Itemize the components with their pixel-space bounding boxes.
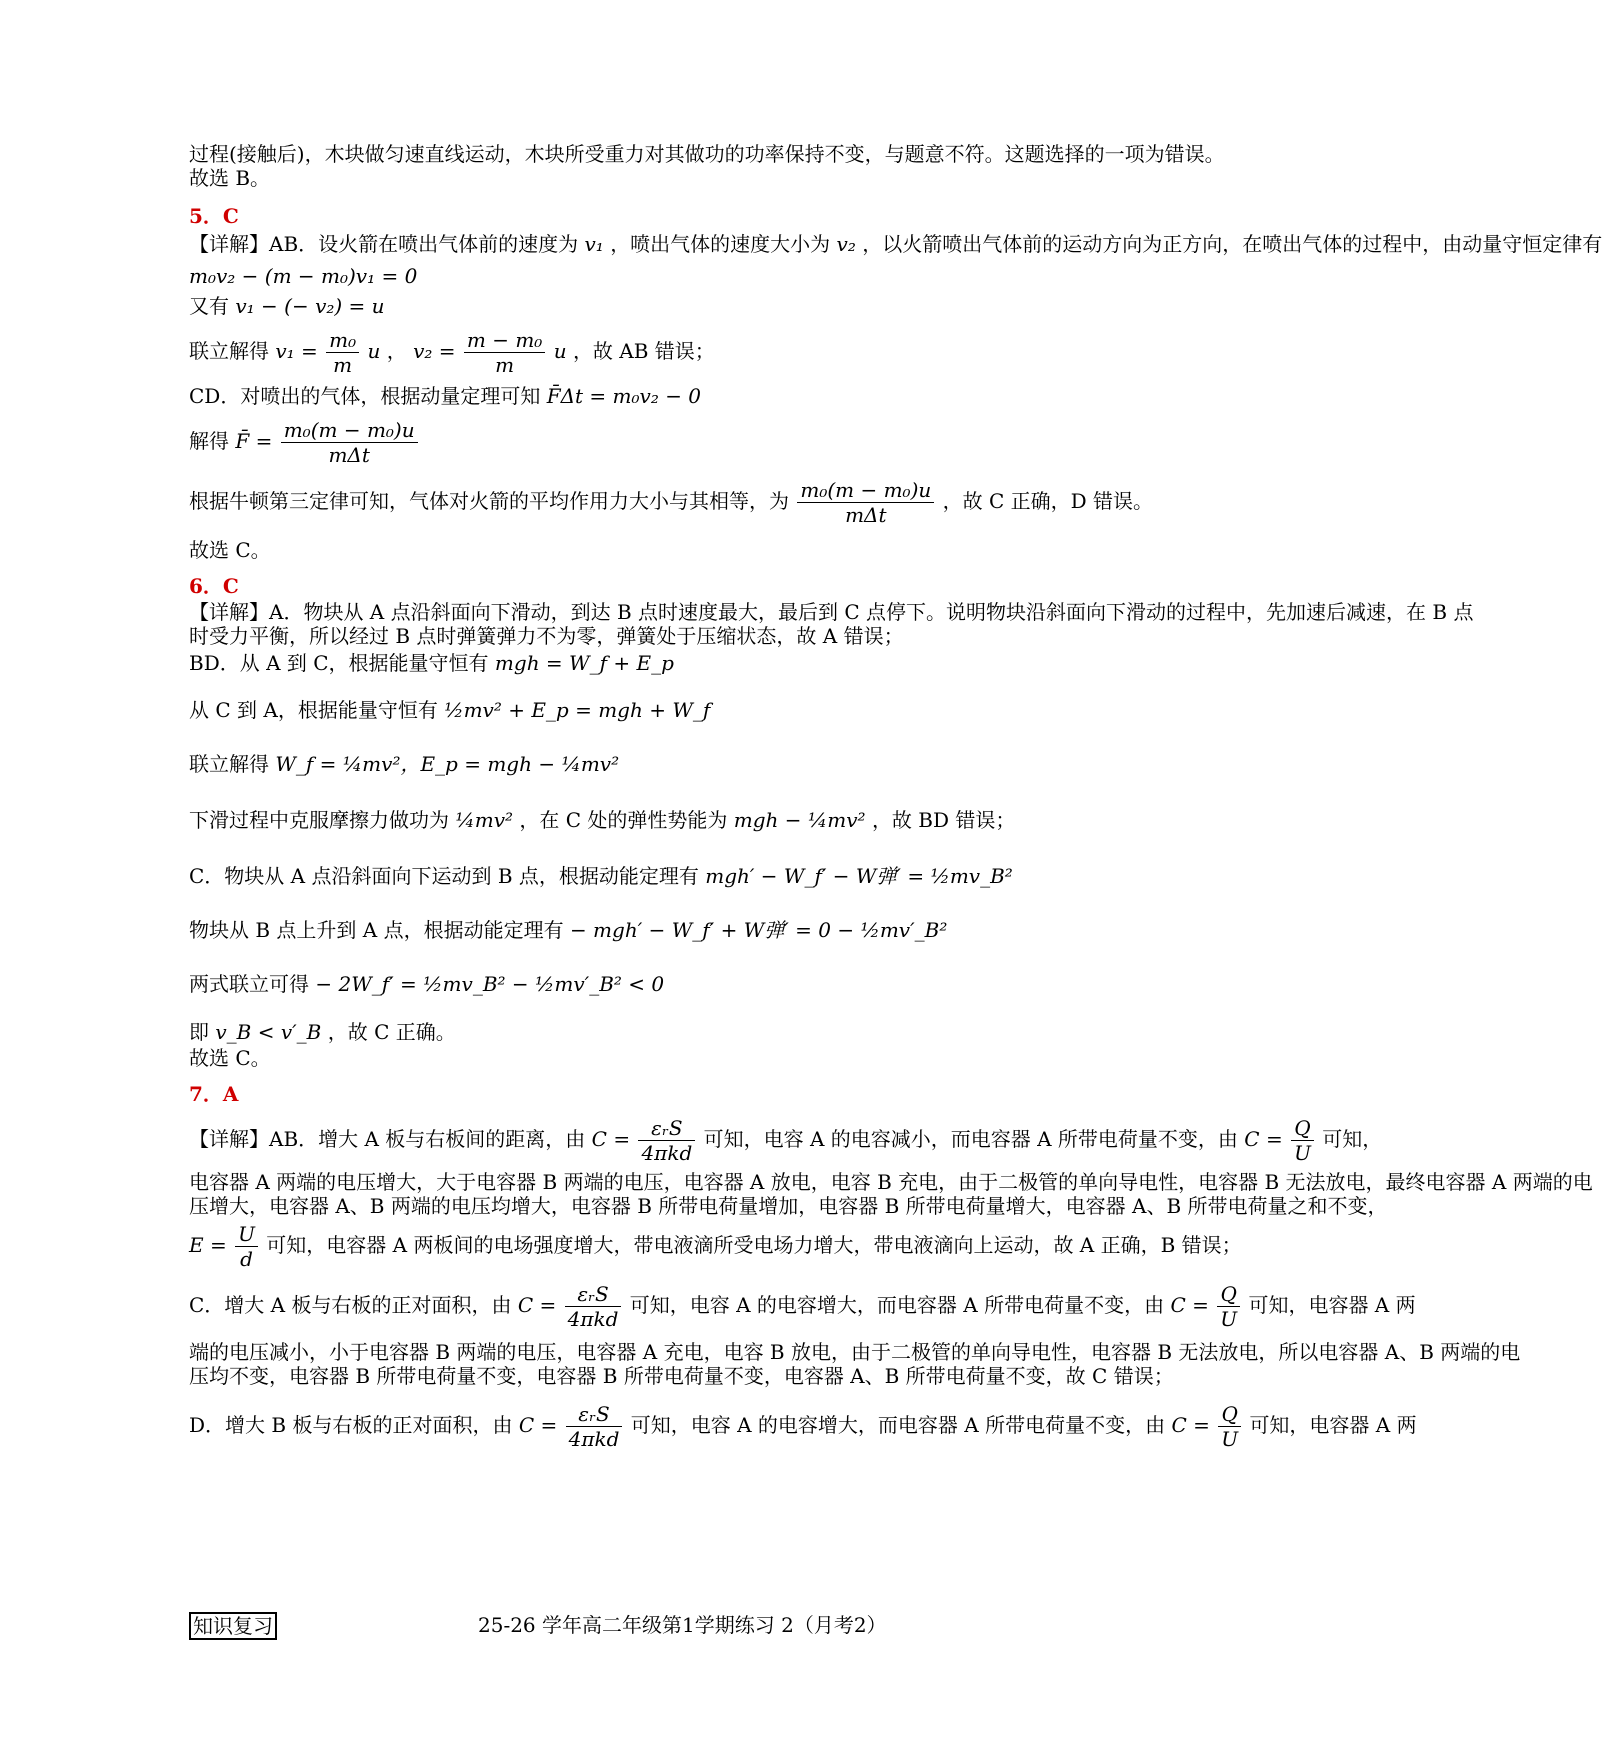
math-symbol: ¼mv² xyxy=(455,808,514,832)
text-line xyxy=(189,232,1602,256)
text-span: 可知，电容 A 的电容增大，而电容器 A 所带电荷量不变，由 xyxy=(630,1413,1166,1437)
text-span: BD．从 A 到 C，根据能量守恒有 xyxy=(189,651,489,675)
text-line xyxy=(189,808,1015,832)
fraction-denominator: mΔt xyxy=(845,503,887,527)
question-heading: 7．A xyxy=(189,1082,239,1106)
fraction-numerator: εᵣS xyxy=(638,1116,695,1141)
footer-page-info: 25-26 学年高二年级第1学期练习 2（月考2） xyxy=(478,1613,887,1637)
fraction-denominator: m xyxy=(495,353,515,377)
fraction-numerator: U xyxy=(235,1222,258,1247)
math-symbol: C = xyxy=(1171,1413,1210,1437)
text-line: 电容器 A 两端的电压增大，大于电容器 B 两端的电压，电容器 A 放电，电容 B 充电，由于二极管的单向导电性，电容器 B 无法放电，最终电容器 A 两端的电 xyxy=(189,1170,1593,1194)
text-span: 又有 xyxy=(189,294,229,318)
math-symbol: v₁ = xyxy=(275,339,318,363)
text-line xyxy=(189,698,710,722)
equation: F̄Δt = m₀v₂ − 0 xyxy=(546,384,702,408)
math-symbol: u xyxy=(553,339,567,363)
text-line: 【详解】A．物块从 A 点沿斜面向下滑动，到达 B 点时速度最大，最后到 C 点停下。说明物块沿斜面向下滑动的过程中，先加速后减速，在 B 点 xyxy=(189,600,1474,624)
text-span: 可知，电容 A 的电容减小，而电容器 A 所带电荷量不变，由 xyxy=(703,1127,1238,1151)
text-line xyxy=(189,864,1013,888)
fraction-denominator: U xyxy=(1221,1427,1239,1451)
fraction xyxy=(1217,1282,1240,1331)
fraction xyxy=(1291,1116,1314,1165)
text-span: ，以火箭喷出气体前的运动方向为正方向，在喷出气体的过程中，由动量守恒定律有 xyxy=(862,232,1602,256)
text-line: 故选 C。 xyxy=(189,1046,271,1070)
fraction xyxy=(565,1282,622,1331)
fraction-denominator: mΔt xyxy=(328,443,370,467)
text-span: 【详解】AB．设火箭在喷出气体前的速度为 xyxy=(189,232,579,256)
equation: m₀v₂ − (m − m₀)v₁ = 0 xyxy=(189,264,418,288)
text-line: 压增大，电容器 A、B 两端的电压均增大，电容器 B 所带电荷量增加，电容器 B 所带电荷量增大，电容器 A、B 所带电荷量之和不变， xyxy=(189,1194,1388,1218)
text-line xyxy=(189,1020,456,1044)
text-line xyxy=(189,478,1153,527)
fraction xyxy=(235,1222,258,1271)
text-span: C．增大 A 板与右板的正对面积，由 xyxy=(189,1293,512,1317)
fraction xyxy=(281,418,418,467)
fraction-numerator: m₀(m − m₀)u xyxy=(797,478,934,503)
text-line xyxy=(189,418,420,467)
text-span: ，故 BD 错误； xyxy=(871,808,1016,832)
fraction-denominator: 4πkd xyxy=(567,1307,619,1331)
text-span: ，故 AB 错误； xyxy=(572,339,715,363)
fraction-denominator: d xyxy=(240,1247,253,1271)
text-span: 可知，电容器 A 两 xyxy=(1248,1293,1416,1317)
fraction-denominator: 4πkd xyxy=(641,1141,693,1165)
math-symbol: u xyxy=(367,339,381,363)
text-span: C．物块从 A 点沿斜面向下运动到 B 点，根据动能定理有 xyxy=(189,864,699,888)
text-span: ，故 C 正确。 xyxy=(327,1020,456,1044)
text-span: 联立解得 xyxy=(189,752,269,776)
text-line: 时受力平衡，所以经过 B 点时弹簧弹力不为零，弹簧处于压缩状态，故 A 错误； xyxy=(189,624,904,648)
text-span: ，故 C 正确，D 错误。 xyxy=(942,489,1154,513)
text-span: 即 xyxy=(189,1020,209,1044)
text-span: 可知，电容器 A 两 xyxy=(1249,1413,1417,1437)
fraction-denominator: U xyxy=(1220,1307,1238,1331)
fraction xyxy=(464,328,545,377)
equation: − mgh′ − W_f′ + W弹′ = 0 − ½mv′_B² xyxy=(569,918,948,942)
text-line: 过程(接触后)，木块做匀速直线运动，木块所受重力对其做功的功率保持不变，与题意不符。这题选择的一项为错误。 xyxy=(189,142,1225,166)
math-symbol: C = xyxy=(517,1293,557,1317)
text-line xyxy=(189,651,674,675)
text-span: ，喷出气体的速度大小为 xyxy=(610,232,831,256)
fraction-numerator: m₀ xyxy=(326,328,359,353)
text-line: 压均不变，电容器 B 所带电荷量不变，电容器 B 所带电荷量不变，电容器 A、B 所带电荷量不变，故 C 错误； xyxy=(189,1364,1174,1388)
equation: mgh = W_f + E_p xyxy=(494,651,674,675)
math-symbol: C = xyxy=(1170,1293,1209,1317)
text-span: 【详解】AB．增大 A 板与右板间的距离，由 xyxy=(189,1127,586,1151)
question-heading: 5．C xyxy=(189,204,239,228)
equation: mgh′ − W_f′ − W弹′ = ½mv_B² xyxy=(705,864,1013,888)
text-span: 两式联立可得 xyxy=(189,972,309,996)
text-line xyxy=(189,972,664,996)
fraction-numerator: εᵣS xyxy=(565,1282,622,1307)
fraction xyxy=(797,478,934,527)
text-line xyxy=(189,918,947,942)
fraction-numerator: εᵣS xyxy=(566,1402,623,1427)
text-span: 解得 xyxy=(189,429,229,453)
math-symbol: C = xyxy=(518,1413,558,1437)
text-line: 故选 B。 xyxy=(189,166,271,190)
math-symbol: v₁ xyxy=(584,232,604,256)
math-symbol: C = xyxy=(591,1127,631,1151)
question-heading: 6．C xyxy=(189,574,239,598)
equation: W_f = ¼mv²，E_p = mgh − ¼mv² xyxy=(275,752,620,776)
math-symbol: E = xyxy=(189,1233,227,1257)
fraction xyxy=(566,1402,623,1451)
fraction-numerator: m₀(m − m₀)u xyxy=(281,418,418,443)
fraction-denominator: 4πkd xyxy=(568,1427,620,1451)
text-line xyxy=(189,1116,1382,1165)
text-span: 可知， xyxy=(1322,1127,1383,1151)
text-span: 从 C 到 A，根据能量守恒有 xyxy=(189,698,438,722)
text-span: 下滑过程中克服摩擦力做功为 xyxy=(189,808,449,832)
text-line xyxy=(189,328,715,377)
fraction-numerator: m − m₀ xyxy=(464,328,545,353)
text-span: 物块从 B 点上升到 A 点，根据动能定理有 xyxy=(189,918,564,942)
equation: − 2W_f′ = ½mv_B² − ½mv′_B² < 0 xyxy=(315,972,665,996)
text-span: D．增大 B 板与右板的正对面积，由 xyxy=(189,1413,513,1437)
text-span: ， xyxy=(386,339,407,363)
fraction xyxy=(1218,1402,1241,1451)
text-line xyxy=(189,752,619,776)
text-line xyxy=(189,1222,1242,1271)
text-span: 根据牛顿第三定律可知，气体对火箭的平均作用力大小与其相等，为 xyxy=(189,489,789,513)
math-symbol: v₂ xyxy=(836,232,856,256)
text-span: 可知，电容 A 的电容增大，而电容器 A 所带电荷量不变，由 xyxy=(629,1293,1165,1317)
fraction xyxy=(638,1116,695,1165)
fraction-numerator: Q xyxy=(1218,1402,1241,1427)
fraction-denominator: U xyxy=(1294,1141,1311,1165)
text-span: CD．对喷出的气体，根据动量定理可知 xyxy=(189,384,541,408)
math-symbol: C = xyxy=(1244,1127,1283,1151)
fraction-numerator: Q xyxy=(1291,1116,1314,1141)
math-symbol: F̄ = xyxy=(235,429,273,453)
text-line: 端的电压减小，小于电容器 B 两端的电压，电容器 A 充电，电容 B 放电，由于二极管的单向导电性，电容器 B 无法放电，所以电容器 A、B 两端的电 xyxy=(189,1340,1521,1364)
fraction xyxy=(326,328,359,377)
text-line xyxy=(189,1282,1416,1331)
text-line xyxy=(189,294,385,318)
text-line: 故选 C。 xyxy=(189,538,271,562)
text-span: ，在 C 处的弹性势能为 xyxy=(519,808,728,832)
text-line xyxy=(189,384,701,408)
fraction-numerator: Q xyxy=(1217,1282,1240,1307)
fraction-denominator: m xyxy=(333,353,353,377)
equation: v_B < v′_B xyxy=(215,1020,322,1044)
math-symbol: mgh − ¼mv² xyxy=(733,808,866,832)
text-span: 可知，电容器 A 两板间的电场强度增大，带电液滴所受电场力增大，带电液滴向上运动，故 A 正确，B 错误； xyxy=(266,1233,1242,1257)
text-line xyxy=(189,1402,1417,1451)
text-span: 联立解得 xyxy=(189,339,269,363)
equation: ½mv² + E_p = mgh + W_f xyxy=(444,698,711,722)
math-symbol: v₂ = xyxy=(413,339,456,363)
footer-label-box: 知识复习 xyxy=(189,1612,277,1640)
equation: v₁ − (− v₂) = u xyxy=(235,294,385,318)
